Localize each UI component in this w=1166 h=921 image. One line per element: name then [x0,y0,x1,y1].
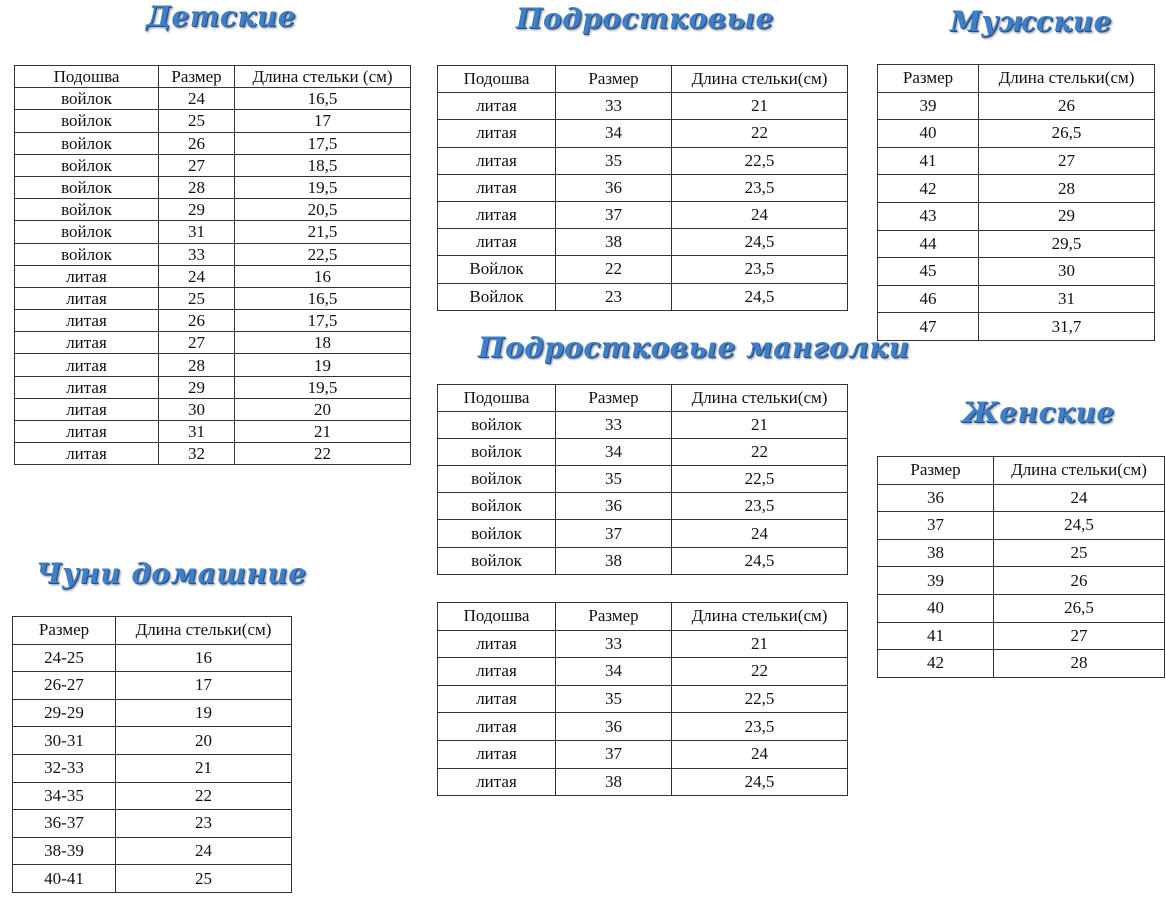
table-row [13,727,292,755]
table-row [15,110,411,132]
table-header-row [438,385,848,412]
column-header: Длина стельки(см) [994,457,1165,485]
table-cell: 22,5 [235,243,411,265]
table-cell: войлок [438,466,556,493]
table-row [438,713,848,741]
table-row [878,484,1165,512]
table-cell: 31 [159,221,235,243]
table-cell: 22 [672,120,848,147]
table-cell: 23 [116,810,292,838]
table-cell: войлок [438,547,556,574]
table-row [13,810,292,838]
table-cell: литая [15,421,159,443]
column-header: Подошва [438,66,556,93]
column-header: Длина стельки (см) [235,66,411,88]
table-row [438,547,848,574]
table-cell: литая [438,174,556,201]
column-header: Длина стельки(см) [116,617,292,645]
table-cell: 37 [556,201,672,228]
table-cell: 42 [878,650,994,678]
table-cell: литая [15,443,159,465]
title-muzhskie: Мужские [950,5,1112,38]
title-zhenskie: Женские [962,396,1115,429]
table-cell: 21 [235,421,411,443]
table-row [15,265,411,287]
table-cell: 38-39 [13,837,116,865]
table-cell: 28 [994,650,1165,678]
table-cell: 41 [878,622,994,650]
table-row [878,539,1165,567]
table-cell: 26 [979,92,1155,120]
table-row [878,512,1165,540]
table-cell: 29,5 [979,230,1155,258]
size-table-zhenskie [877,456,1165,678]
table-cell: 23,5 [672,713,848,741]
table-cell: 20 [235,398,411,420]
table-row [15,310,411,332]
table-cell: 26 [159,132,235,154]
table-row [15,421,411,443]
table-row [13,699,292,727]
table-cell: 19,5 [235,176,411,198]
table-cell: 21,5 [235,221,411,243]
table-row [15,443,411,465]
table-cell: 36 [556,713,672,741]
table-cell: войлок [15,132,159,154]
table-row [13,782,292,810]
table-row [438,630,848,658]
table-cell: войлок [438,412,556,439]
table-row [13,865,292,893]
table-cell: 24,5 [672,768,848,796]
table-cell: литая [438,120,556,147]
table-row [878,258,1155,286]
table-row [438,493,848,520]
table-row [438,201,848,228]
table-cell: 16 [116,644,292,672]
table-cell: 24 [159,88,235,110]
table-cell: 21 [672,93,848,120]
table-cell: 25 [159,110,235,132]
table-cell: 26,5 [994,594,1165,622]
table-cell: 17,5 [235,310,411,332]
table-cell: 30 [159,398,235,420]
table-row [438,658,848,686]
column-header: Подошва [15,66,159,88]
table-cell: 38 [556,229,672,256]
column-header: Подошва [438,385,556,412]
title-podrostkovye: Подростковые [516,2,774,35]
column-header: Размер [556,385,672,412]
table-cell: 17 [116,672,292,700]
size-table-chuni [12,616,292,893]
table-cell: 20 [116,727,292,755]
table-row [15,376,411,398]
table-cell: 24-25 [13,644,116,672]
column-header: Длина стельки(см) [979,65,1155,93]
table-cell: 24 [994,484,1165,512]
table-header-row [878,457,1165,485]
size-table-mangolki-litaya [437,602,848,796]
table-row [13,837,292,865]
table-cell: войлок [15,221,159,243]
table-cell: 21 [116,754,292,782]
table-row [15,199,411,221]
table-cell: 34 [556,658,672,686]
table-cell: 24,5 [672,283,848,310]
table-cell: литая [15,310,159,332]
table-cell: 19 [116,699,292,727]
column-header: Размер [556,603,672,631]
table-cell: 36 [556,493,672,520]
table-cell: 33 [159,243,235,265]
table-cell: 20,5 [235,199,411,221]
table-cell: литая [438,658,556,686]
table-row [878,622,1165,650]
table-cell: 31,7 [979,313,1155,341]
table-header-row [878,65,1155,93]
table-cell: 17,5 [235,132,411,154]
table-row [878,175,1155,203]
column-header: Подошва [438,603,556,631]
table-row [878,285,1155,313]
table-cell: 33 [556,93,672,120]
table-cell: 16,5 [235,88,411,110]
table-cell: 28 [979,175,1155,203]
table-cell: 33 [556,412,672,439]
table-cell: литая [438,201,556,228]
table-cell: 25 [994,539,1165,567]
title-podrostkovye-mangolki: Подростковые манголки [478,331,910,364]
table-cell: 24 [116,837,292,865]
table-cell: войлок [15,176,159,198]
table-cell: 24,5 [672,229,848,256]
table-cell: 39 [878,567,994,595]
table-cell: войлок [15,243,159,265]
table-cell: 19 [235,354,411,376]
column-header: Длина стельки(см) [672,385,848,412]
table-header-row [13,617,292,645]
table-cell: 22,5 [672,466,848,493]
table-row [878,92,1155,120]
table-cell: 23 [556,283,672,310]
size-table-detskie [14,65,411,465]
table-cell: 27 [994,622,1165,650]
table-cell: 22 [672,658,848,686]
table-cell: Войлок [438,283,556,310]
table-cell: 34 [556,120,672,147]
table-cell: 17 [235,110,411,132]
table-cell: 42 [878,175,979,203]
table-cell: 36 [556,174,672,201]
table-cell: 21 [672,630,848,658]
table-cell: 43 [878,202,979,230]
table-cell: 35 [556,685,672,713]
table-cell: 27 [159,154,235,176]
table-row [438,740,848,768]
table-cell: 37 [878,512,994,540]
table-cell: 24,5 [672,547,848,574]
table-cell: 32 [159,443,235,465]
table-cell: 46 [878,285,979,313]
table-row [15,176,411,198]
table-cell: 33 [556,630,672,658]
table-row [15,287,411,309]
table-cell: 40 [878,594,994,622]
table-cell: 36 [878,484,994,512]
table-cell: литая [438,713,556,741]
table-cell: 38 [878,539,994,567]
table-cell: 24 [672,740,848,768]
table-cell: литая [15,332,159,354]
table-row [438,439,848,466]
table-cell: литая [438,768,556,796]
table-row [438,147,848,174]
table-cell: литая [438,147,556,174]
size-table-mangolki-voilok [437,384,848,575]
table-row [878,230,1155,258]
table-cell: 47 [878,313,979,341]
table-cell: 28 [159,354,235,376]
table-header-row [438,66,848,93]
table-cell: 25 [159,287,235,309]
table-cell: 30 [979,258,1155,286]
table-row [15,398,411,420]
table-row [15,132,411,154]
table-cell: 23,5 [672,174,848,201]
table-cell: войлок [15,110,159,132]
column-header: Длина стельки(см) [672,603,848,631]
table-cell: 35 [556,466,672,493]
table-row [438,256,848,283]
table-cell: литая [438,685,556,713]
table-cell: 18 [235,332,411,354]
table-cell: 26 [994,567,1165,595]
table-header-row [438,603,848,631]
table-cell: литая [438,229,556,256]
table-cell: 24 [159,265,235,287]
table-cell: 26,5 [979,120,1155,148]
table-cell: 40 [878,120,979,148]
table-cell: 19,5 [235,376,411,398]
table-cell: 27 [159,332,235,354]
table-cell: 34-35 [13,782,116,810]
table-row [15,332,411,354]
table-cell: войлок [438,439,556,466]
table-row [15,154,411,176]
table-cell: Войлок [438,256,556,283]
table-row [438,685,848,713]
table-cell: 24,5 [994,512,1165,540]
table-row [438,283,848,310]
table-cell: 29-29 [13,699,116,727]
table-cell: 26 [159,310,235,332]
table-row [878,202,1155,230]
table-cell: войлок [438,493,556,520]
table-row [15,243,411,265]
table-row [878,313,1155,341]
table-row [878,120,1155,148]
column-header: Размер [878,457,994,485]
table-header-row [15,66,411,88]
table-cell: 22,5 [672,147,848,174]
column-header: Длина стельки(см) [672,66,848,93]
table-cell: войлок [15,88,159,110]
table-cell: литая [15,376,159,398]
table-cell: 24 [672,520,848,547]
table-cell: 23,5 [672,256,848,283]
table-cell: 16 [235,265,411,287]
title-chuni: Чуни домашние [36,557,307,590]
size-table-podrostkovye [437,65,848,311]
table-row [878,147,1155,175]
table-cell: 22 [235,443,411,465]
table-row [438,768,848,796]
table-cell: 37 [556,740,672,768]
table-cell: 21 [672,412,848,439]
table-row [13,754,292,782]
table-cell: войлок [438,520,556,547]
column-header: Размер [159,66,235,88]
table-row [438,174,848,201]
column-header: Размер [13,617,116,645]
table-cell: 29 [979,202,1155,230]
table-cell: 32-33 [13,754,116,782]
table-cell: 22 [556,256,672,283]
table-cell: 29 [159,199,235,221]
column-header: Размер [556,66,672,93]
table-row [15,354,411,376]
table-cell: литая [15,398,159,420]
table-row [15,221,411,243]
table-cell: 22 [116,782,292,810]
table-cell: литая [15,265,159,287]
table-cell: 18,5 [235,154,411,176]
table-cell: 38 [556,547,672,574]
size-table-muzhskie [877,64,1155,341]
table-cell: 27 [979,147,1155,175]
table-cell: 31 [159,421,235,443]
table-row [438,120,848,147]
table-cell: войлок [15,154,159,176]
table-row [438,229,848,256]
table-cell: 44 [878,230,979,258]
table-cell: 37 [556,520,672,547]
table-row [438,520,848,547]
table-cell: 40-41 [13,865,116,893]
table-cell: 30-31 [13,727,116,755]
table-cell: литая [438,93,556,120]
table-cell: литая [15,287,159,309]
table-cell: 23,5 [672,493,848,520]
table-cell: литая [438,630,556,658]
title-detskie: Детские [146,0,297,33]
table-row [878,567,1165,595]
table-cell: 38 [556,768,672,796]
table-row [13,672,292,700]
table-row [13,644,292,672]
table-row [878,594,1165,622]
table-cell: 24 [672,201,848,228]
table-cell: 29 [159,376,235,398]
table-row [438,93,848,120]
table-cell: 36-37 [13,810,116,838]
table-cell: 16,5 [235,287,411,309]
table-cell: 26-27 [13,672,116,700]
table-cell: 34 [556,439,672,466]
table-row [15,88,411,110]
table-cell: 22,5 [672,685,848,713]
table-cell: 45 [878,258,979,286]
table-row [438,412,848,439]
table-cell: войлок [15,199,159,221]
table-cell: 28 [159,176,235,198]
table-cell: 39 [878,92,979,120]
table-cell: 41 [878,147,979,175]
table-cell: 22 [672,439,848,466]
table-cell: литая [438,740,556,768]
table-cell: 35 [556,147,672,174]
table-cell: литая [15,354,159,376]
table-cell: 31 [979,285,1155,313]
table-cell: 25 [116,865,292,893]
column-header: Размер [878,65,979,93]
table-row [878,650,1165,678]
table-row [438,466,848,493]
